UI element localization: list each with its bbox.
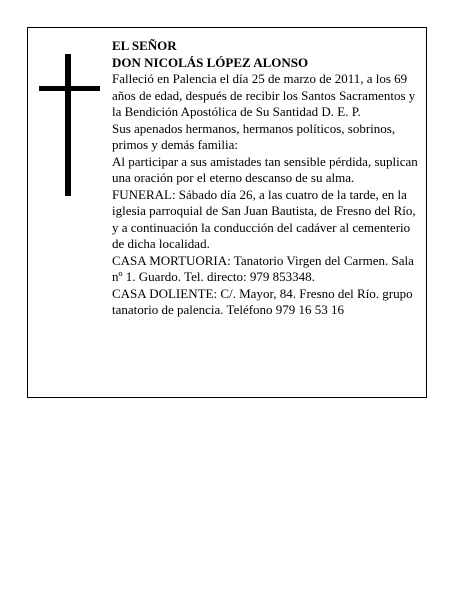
death-announcement: Falleció en Palencia el día 25 de marzo de 2011, a los 69 años de edad, después de recibir los Santos Sacramentos y la Bendición Apostólica de Su Santidad D. E. P. (112, 71, 416, 119)
notice-title-line1: EL SEÑOR (112, 38, 177, 53)
cross-vertical-bar (65, 54, 71, 196)
cross-horizontal-bar (39, 86, 100, 91)
prayer-request: Al participar a sus amistades tan sensible pérdida, suplican una oración por el eterno descanso de su alma. (112, 153, 418, 185)
obituary-notice (27, 27, 427, 398)
cross-icon (39, 54, 100, 196)
funeral-home-details: CASA MORTUORIA: Tanatorio Virgen del Carmen. Sala nº 1. Guardo. Tel. directo: 979 853348. (112, 252, 414, 284)
funeral-details: FUNERAL: Sábado día 26, a las cuatro de la tarde, en la iglesia parroquial de San Juan Bautista, de Fresno del Río, y a continuación la conducción del cadáver al cementerio de dicha localidad. (112, 186, 416, 251)
family-mourners: Sus apenados hermanos, hermanos políticos, sobrinos, primos y demás familia: (112, 120, 396, 152)
family-home-details: CASA DOLIENTE: C/. Mayor, 84. Fresno del Río. grupo tanatorio de palencia. Teléfono 979 16 53 16 (112, 285, 413, 317)
notice-text (112, 38, 424, 319)
notice-deceased-name: DON NICOLÁS LÓPEZ ALONSO (112, 54, 309, 70)
